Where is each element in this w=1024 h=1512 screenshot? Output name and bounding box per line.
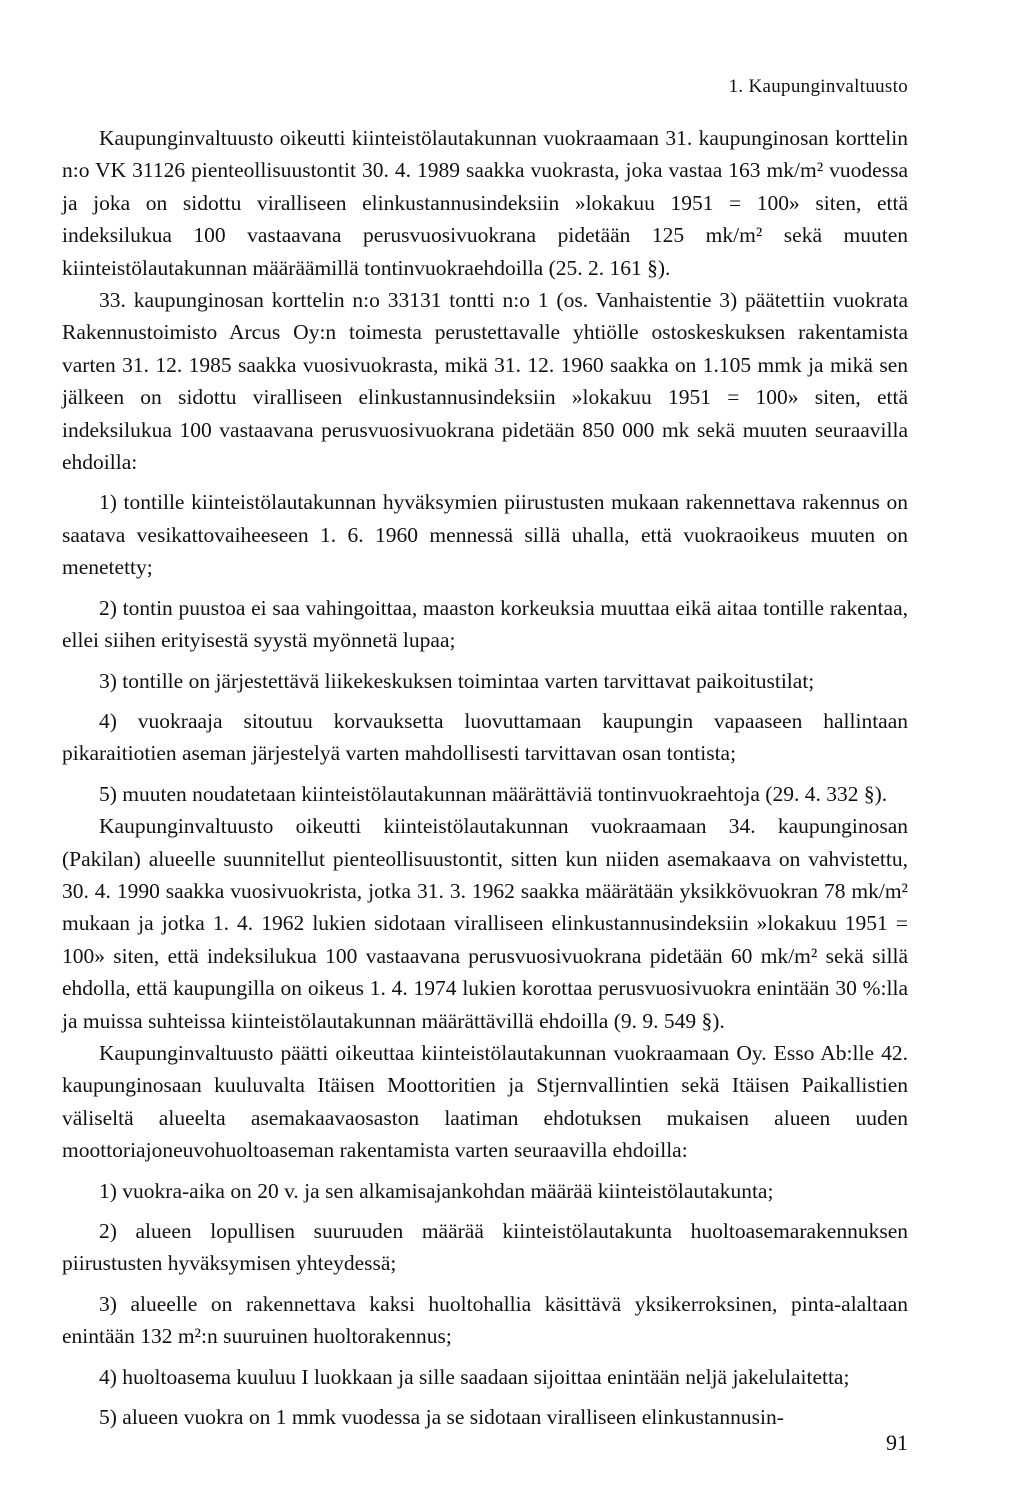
esso-condition-3: 3) alueelle on rakennettava kaksi huoltohallia käsittävä yksikerroksinen, pinta-alaltaan enintään 132 m²:n suuruinen huoltorakennus; [62,1291,908,1349]
paragraph-33131-lease: 33. kaupunginosan korttelin n:o 33131 tontti n:o 1 (os. Vanhaistentie 3) päätettiin vuokrata Rakennustoimisto Arcus Oy:n toimesta perustettavalle yhtiölle ostoskeskuksen rakentamista varten 31. 12. 1985 saakka vuosivuokrasta, mikä 31. 12. 1960 saakka on 1.105 mmk ja mikä sen jälkeen on sidottu viralliseen elinkustannusindeksiin »lokakuu 1951 = 100» siten, että indeksilukua 100 vastaavana perusvuosivuokrana pidetään 850 000 mk sekä muuten seuraavilla ehdoilla: [62,288,908,475]
running-header: 1. Kaupunginvaltuusto [728,76,908,97]
body-text [62,122,908,1433]
condition-1: 1) tontille kiinteistölautakunnan hyväksymien piirustusten mukaan rakennettava rakennus on saatava vesikattovaiheeseen 1. 6. 1960 mennessä sillä uhalla, että vuokraoikeus muuten on menetetty; [62,490,908,580]
page-number: 91 [886,1430,908,1455]
esso-condition-5: 5) alueen vuokra on 1 mmk vuodessa ja se sidotaan viralliseen elinkustannusin- [99,1405,784,1430]
esso-condition-1: 1) vuokra-aika on 20 v. ja sen alkamisajankohdan määrää kiinteistölautakunta; [99,1178,774,1203]
paragraph-pakila-lease: Kaupunginvaltuusto oikeutti kiinteistölautakunnan vuokraamaan 34. kaupunginosan (Pakilan) alueelle suunnitellut pienteollisuustontit, sitten kun niiden asemakaava on vahvistettu, 30. 4. 1990 saakka vuosivuokrista, jotka 31. 3. 1962 saakka määrätään yksikkövuokran 78 mk/m² mukaan ja jotka 1. 4. 1962 lukien sidotaan viralliseen elinkustannusindeksiin »lokakuu 1951 = 100» siten, että indeksilukua 100 vastaavana perusvuosivuokrana pidetään 60 mk/m² sekä sillä ehdolla, että kaupungilla on oikeus 1. 4. 1974 lukien korottaa perusvuosivuokra enintään 30 %:lla ja muissa suhteissa kiinteistölautakunnan määrättävillä ehdoilla (9. 9. 549 §). [62,814,908,1033]
esso-condition-2: 2) alueen lopullisen suuruuden määrää kiinteistölautakunta huoltoasemarakennuksen piirustusten hyväksymisen yhteydessä; [62,1219,908,1276]
paragraph-vk31126-lease: Kaupunginvaltuusto oikeutti kiinteistölautakunnan vuokraamaan 31. kaupunginosan korttelin n:o VK 31126 pienteollisuustontit 30. 4. 1989 saakka vuokrasta, joka vastaa 163 mk/m² vuodessa ja joka on sidottu viralliseen elinkustannusindeksiin »lokakuu 1951 = 100» siten, että indeksilukua 100 vastaavana perusvuosivuokrana pidetään 125 mk/m² sekä muuten kiinteistölautakunnan määräämillä tontinvuokraehdoilla (25. 2. 161 §). [62,126,908,280]
condition-3: 3) tontille on järjestettävä liikekeskuksen toimintaa varten tarvittavat paikoitustilat; [99,668,815,693]
esso-condition-4: 4) huoltoasema kuuluu I luokkaan ja sille saadaan sijoittaa enintään neljä jakelulaitetta; [99,1364,850,1389]
paragraph-esso-lease: Kaupunginvaltuusto päätti oikeuttaa kiinteistölautakunnan vuokraamaan Oy. Esso Ab:lle 42. kaupunginosaan kuuluvalta Itäisen Moottoritien ja Stjernvallintien sekä Itäisen Paikallistien väliseltä alueelta asemakaavaosaston laatiman ehdotuksen mukaisen alueen uuden moottoriajoneuvohuoltoaseman rakentamista varten seuraavilla ehdoilla: [62,1040,908,1163]
condition-5: 5) muuten noudatetaan kiinteistölautakunnan määrättäviä tontinvuokraehtoja (29. 4. 332 §). [99,781,888,806]
condition-4: 4) vuokraaja sitoutuu korvauksetta luovuttamaan kaupungin vapaaseen hallintaan pikaraitiotien aseman järjestelyä varten mahdollisesti tarvittavan osan tontista; [62,708,908,766]
condition-2: 2) tontin puustoa ei saa vahingoittaa, maaston korkeuksia muuttaa eikä aitaa tontille rakentaa, ellei siihen erityisestä syystä myönnetä lupaa; [62,595,908,653]
